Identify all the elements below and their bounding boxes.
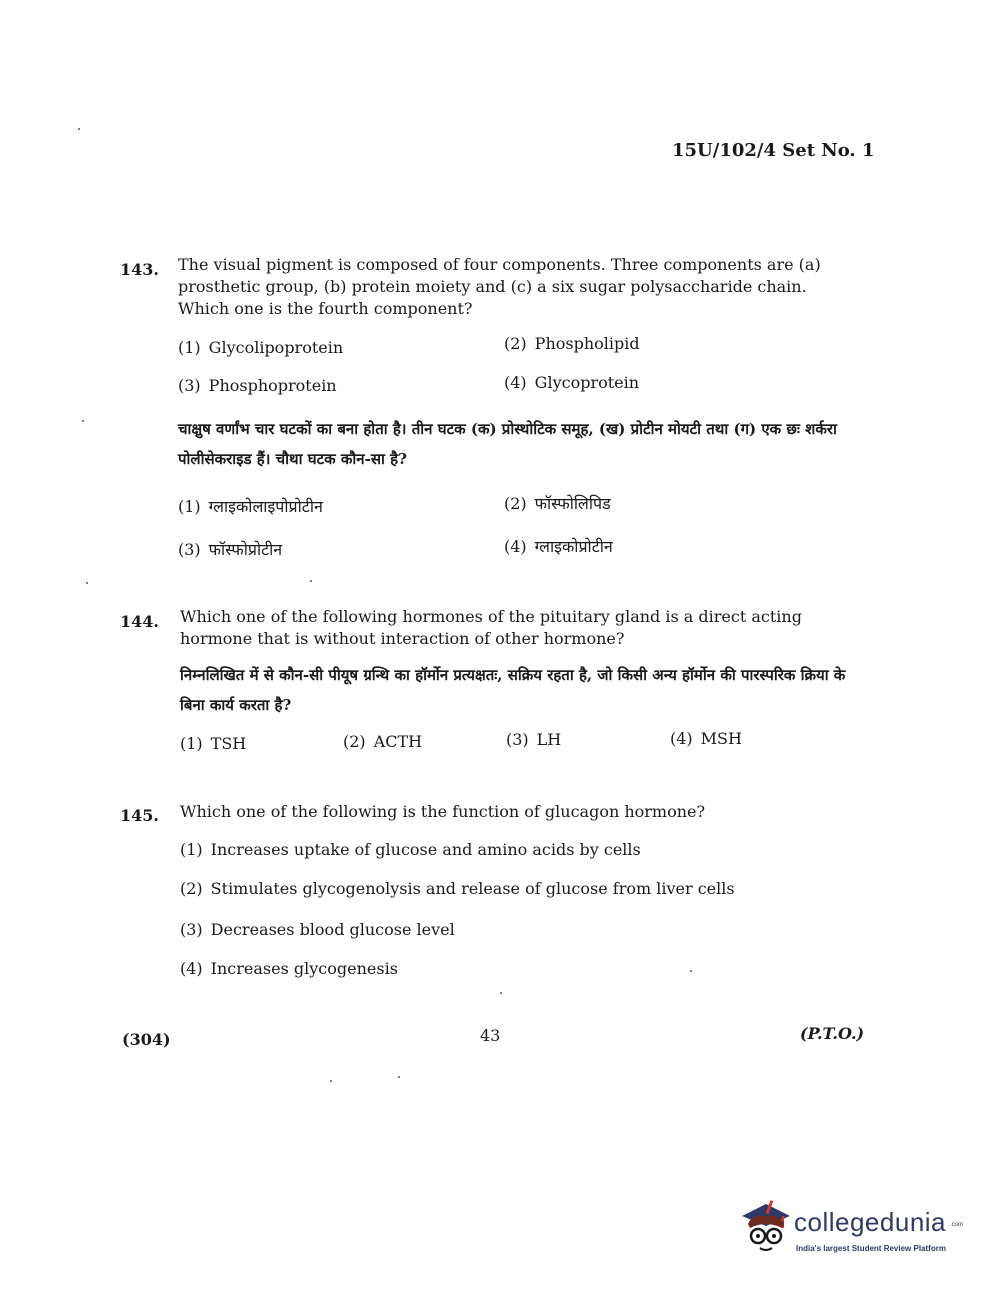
option-number: (1): [178, 497, 201, 516]
question-number: 145.: [120, 806, 159, 825]
option-number: (3): [506, 730, 529, 749]
please-turn-over: (P.T.O.): [800, 1024, 865, 1043]
option-text: फॉस्फोलिपिड: [534, 494, 611, 513]
scan-speck: [690, 970, 692, 972]
option: [343, 732, 422, 751]
option-number: (1): [178, 338, 201, 357]
scan-speck: [330, 1080, 332, 1082]
scan-speck: [86, 582, 88, 584]
option-number: (4): [670, 729, 693, 748]
paper-set-code: 15U/102/4 Set No. 1: [672, 140, 875, 161]
option-hi: [178, 495, 323, 517]
question-text-hi: निम्नलिखित में से कौन-सी पीयूष ग्रन्थि का हॉर्मोन प्रत्यक्षतः, सक्रिय रहता है, जो किसी अन्य हॉर्मोन की पारस्परिक क्रिया के बिना कार्य करता है?: [180, 666, 846, 714]
option-en: [504, 334, 640, 353]
option-hi: [504, 492, 611, 514]
question-text-hi: चाक्षुष वर्णांभ चार घटकों का बना होता है। तीन घटक (क) प्रोस्थोटिक समूह, (ख) प्रोटीन मोयटी तथा (ग) एक छः शर्करा पोलीसेकराइड हैं। चौथा घटक कौन-सा है?: [178, 420, 837, 468]
option-en: [178, 376, 337, 395]
option-text: ग्लाइकोप्रोटीन: [534, 537, 613, 556]
option-text: LH: [536, 730, 562, 749]
option: [180, 734, 246, 753]
option-text: ACTH: [373, 732, 423, 751]
option-number: (3): [178, 376, 201, 395]
option-text: Glycoprotein: [534, 373, 640, 392]
option: [506, 730, 561, 749]
option-hi: [178, 538, 282, 560]
option: [180, 920, 455, 939]
question-number: 143.: [120, 260, 159, 279]
option-number: (4): [504, 373, 527, 392]
option-number: (3): [178, 540, 201, 559]
option-text: Phosphoprotein: [208, 376, 337, 395]
question-text-en: The visual pigment is composed of four components. Three components are (a) prosthetic group, (b) protein moiety and (c) a six sugar polysaccharide chain. Which one is the fourth component?: [178, 255, 821, 318]
option: [180, 840, 641, 859]
option-number: (2): [504, 334, 527, 353]
option-number: (2): [180, 879, 203, 898]
scan-speck: [310, 580, 312, 582]
brand-tagline: India's largest Student Review Platform: [796, 1244, 946, 1253]
question-number: 144.: [120, 612, 159, 631]
collegedunia-logo-icon: [738, 1198, 794, 1256]
question-text-en: Which one of the following hormones of the pituitary gland is a direct acting hormone that is without interaction of other hormone?: [180, 607, 802, 648]
option: [180, 959, 398, 978]
option-text: Increases uptake of glucose and amino acids by cells: [210, 840, 641, 859]
scan-speck: [78, 128, 80, 130]
option-en: [504, 373, 639, 392]
option-text: Phospholipid: [534, 334, 640, 353]
option-number: (2): [343, 732, 366, 751]
booklet-code: (304): [122, 1030, 171, 1049]
option-hi: [504, 535, 613, 557]
scan-speck: [398, 1076, 400, 1078]
scan-speck: [82, 420, 84, 422]
option-text: Increases glycogenesis: [210, 959, 398, 978]
brand-name: collegedunia: [794, 1207, 947, 1237]
option-en: [178, 338, 343, 357]
option-text: Glycolipoprotein: [208, 338, 344, 357]
question-text-en: Which one of the following is the function of glucagon hormone?: [180, 802, 706, 821]
option-text: फॉस्फोप्रोटीन: [208, 540, 283, 559]
option: [670, 729, 742, 748]
option-number: (2): [504, 494, 527, 513]
option-number: (1): [180, 734, 203, 753]
page-number: 43: [480, 1026, 501, 1045]
scan-speck: [500, 992, 502, 994]
option-text: Decreases blood glucose level: [210, 920, 455, 939]
option-number: (4): [180, 959, 203, 978]
brand-domain-suffix: .com: [950, 1222, 964, 1228]
option: [180, 879, 735, 898]
option-text: Stimulates glycogenolysis and release of glucose from liver cells: [210, 879, 735, 898]
option-text: TSH: [210, 734, 247, 753]
option-number: (1): [180, 840, 203, 859]
option-text: MSH: [700, 729, 742, 748]
option-text: ग्लाइकोलाइपोप्रोटीन: [208, 497, 323, 516]
option-number: (3): [180, 920, 203, 939]
option-number: (4): [504, 537, 527, 556]
